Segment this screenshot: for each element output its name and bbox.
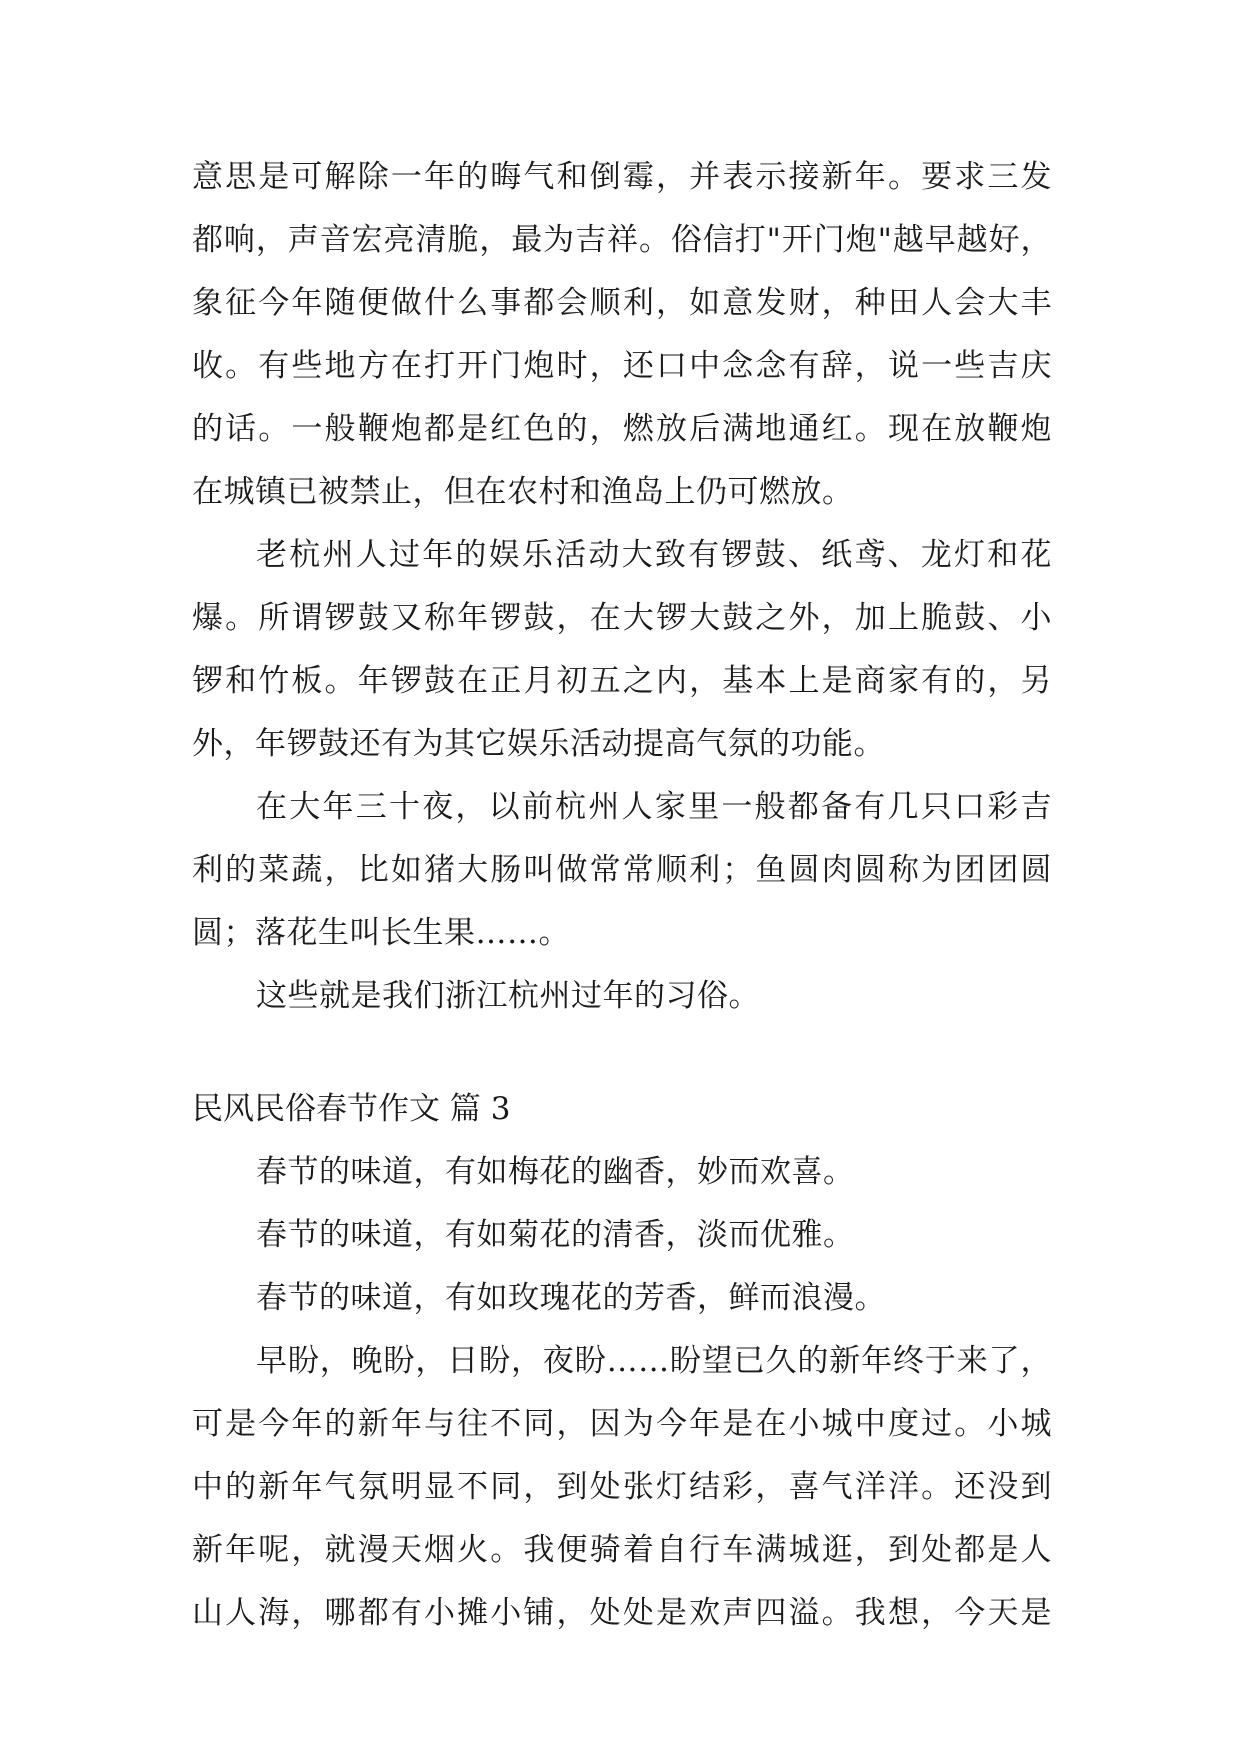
- paragraph-spring-flavors: [192, 1141, 1052, 1330]
- text-line: 爆。所谓锣鼓又称年锣鼓，在大锣大鼓之外，加上脆鼓、小: [192, 600, 1052, 636]
- paragraph-conclusion: [192, 965, 1052, 1028]
- text-line: 春节的味道，有如梅花的幽香，妙而欢喜。: [256, 1154, 855, 1190]
- text-line: 早盼，晚盼，日盼，夜盼……盼望已久的新年终于来了，: [256, 1343, 1052, 1379]
- text-line: 意思是可解除一年的晦气和倒霉，并表示接新年。要求三发: [192, 159, 1052, 195]
- text-line: 春节的味道，有如菊花的清香，淡而优雅。: [256, 1217, 855, 1253]
- section-heading: 民风民俗春节作文 篇 3: [192, 1091, 511, 1127]
- paragraph-entertainment: [192, 524, 1052, 776]
- text-line: 都响，声音宏亮清脆，最为吉祥。俗信打"开门炮"越早越好，: [192, 222, 1052, 258]
- paragraph-firecrackers: [192, 146, 1052, 524]
- text-line: 新年呢，就漫天烟火。我便骑着自行车满城逛，到处都是人: [192, 1532, 1052, 1568]
- text-line: 锣和竹板。年锣鼓在正月初五之内，基本上是商家有的，另: [192, 663, 1052, 699]
- text-line: 外，年锣鼓还有为其它娱乐活动提高气氛的功能。: [192, 726, 885, 762]
- text-line: 老杭州人过年的娱乐活动大致有锣鼓、纸鸢、龙灯和花: [256, 537, 1052, 573]
- text-line: 象征今年随便做什么事都会顺利，如意发财，种田人会大丰: [192, 285, 1052, 321]
- document-page: [192, 146, 1052, 1645]
- text-line: 山人海，哪都有小摊小铺，处处是欢声四溢。我想，今天是: [192, 1595, 1052, 1631]
- text-line: 中的新年气氛明显不同，到处张灯结彩，喜气洋洋。还没到: [192, 1469, 1052, 1505]
- paragraph-new-year-eve: [192, 776, 1052, 965]
- paragraph-small-town: [192, 1330, 1052, 1645]
- text-line: 利的菜蔬，比如猪大肠叫做常常顺利；鱼圆肉圆称为团团圆: [192, 852, 1052, 888]
- text-line: 的话。一般鞭炮都是红色的，燃放后满地通红。现在放鞭炮: [192, 411, 1052, 447]
- text-line: 这些就是我们浙江杭州过年的习俗。: [256, 978, 760, 1014]
- text-line: 圆；落花生叫长生果……。: [192, 915, 570, 951]
- text-line: 可是今年的新年与往不同，因为今年是在小城中度过。小城: [192, 1406, 1052, 1442]
- section-gap: [192, 1028, 1052, 1078]
- text-line: 在大年三十夜，以前杭州人家里一般都备有几只口彩吉: [256, 789, 1052, 825]
- text-line: 在城镇已被禁止，但在农村和渔岛上仍可燃放。: [192, 474, 854, 510]
- text-line: 春节的味道，有如玫瑰花的芳香，鲜而浪漫。: [256, 1280, 886, 1316]
- text-line: 收。有些地方在打开门炮时，还口中念念有辞，说一些吉庆: [192, 348, 1052, 384]
